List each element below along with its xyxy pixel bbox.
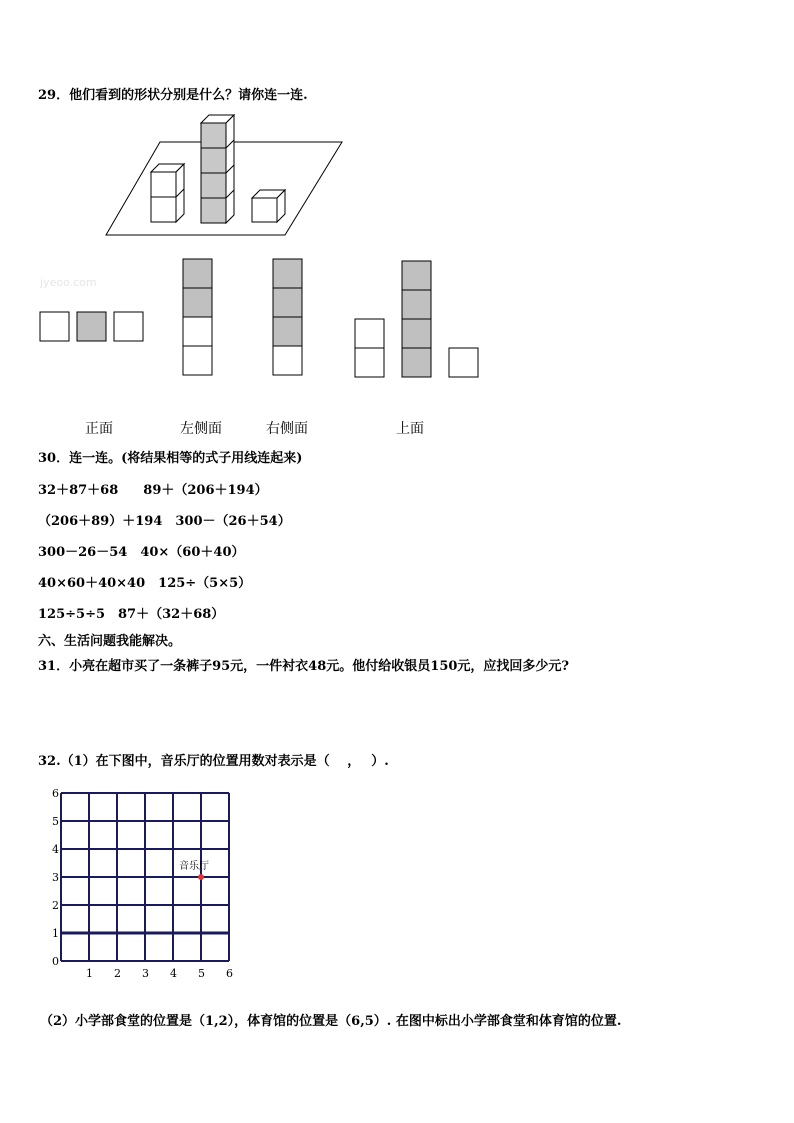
watermark: jyeoo.com [40, 276, 97, 289]
question-32-part-2: （2）小学部食堂的位置是（1,2），体育馆的位置是（6,5）. 在图中标出小学部食堂和体育馆的位置. [40, 1014, 622, 1029]
question-30-title: 30．连一连。(将结果相等的式子用线连起来) [38, 451, 303, 466]
coordinate-grid [52, 787, 233, 980]
question-32-part-1: 32.（1）在下图中，音乐厅的位置用数对表示是（ ， ）. [38, 754, 389, 769]
view-option-2 [183, 259, 212, 375]
label-top: 上面 [396, 421, 424, 437]
expression-left: 40×60＋40×40 [38, 576, 146, 591]
expression-row [38, 479, 268, 498]
question-31-title: 31．小亮在超市买了一条裤子95元，一件衬衣48元。他付给收银员150元，应找回多少元? [38, 659, 570, 674]
view-option-3 [273, 259, 302, 375]
expression-row [38, 603, 224, 622]
expression-left: 125÷5÷5 [38, 607, 106, 622]
y-tick-label: 3 [52, 871, 59, 884]
label-right-side: 右侧面 [266, 421, 308, 437]
expression-left: 32＋87＋68 [38, 483, 119, 498]
expression-right: 40×（60＋40） [140, 545, 245, 560]
x-tick-label: 1 [86, 967, 93, 980]
y-tick-label: 5 [52, 815, 59, 828]
cube-stack-left [151, 164, 184, 222]
expression-left: 300－26－54 [38, 545, 128, 560]
expression-right: 300－（26＋54） [175, 514, 291, 529]
cube-single-right [252, 190, 285, 222]
cube-stack-middle [201, 115, 234, 223]
expression-left: （206＋89）＋194 [38, 514, 163, 529]
x-tick-label: 6 [226, 967, 233, 980]
section-6-heading: 六、生活问题我能解决。 [38, 634, 182, 649]
view-option-4 [355, 261, 478, 377]
label-front: 正面 [85, 421, 113, 437]
view-option-1 [40, 312, 143, 341]
expression-row [38, 541, 245, 560]
concert-hall-point [198, 874, 204, 880]
y-tick-label: 4 [52, 843, 59, 856]
x-tick-label: 4 [170, 967, 177, 980]
expression-right: 87＋（32＋68） [118, 607, 225, 622]
expression-right: 125÷（5×5） [158, 576, 252, 591]
concert-hall-label: 音乐厅 [179, 861, 209, 872]
expression-row [38, 572, 251, 591]
y-tick-label: 0 [52, 955, 59, 968]
y-tick-label: 1 [52, 927, 59, 940]
y-tick-label: 6 [52, 787, 59, 800]
x-tick-label: 5 [198, 967, 205, 980]
y-tick-label: 2 [52, 899, 59, 912]
question-29-title: 29．他们看到的形状分别是什么？请你连一连. [38, 88, 308, 103]
x-tick-label: 2 [114, 967, 121, 980]
expression-right: 89＋（206＋194） [143, 483, 268, 498]
label-left-side: 左侧面 [180, 421, 222, 437]
expression-row [38, 510, 291, 529]
x-tick-label: 3 [142, 967, 149, 980]
